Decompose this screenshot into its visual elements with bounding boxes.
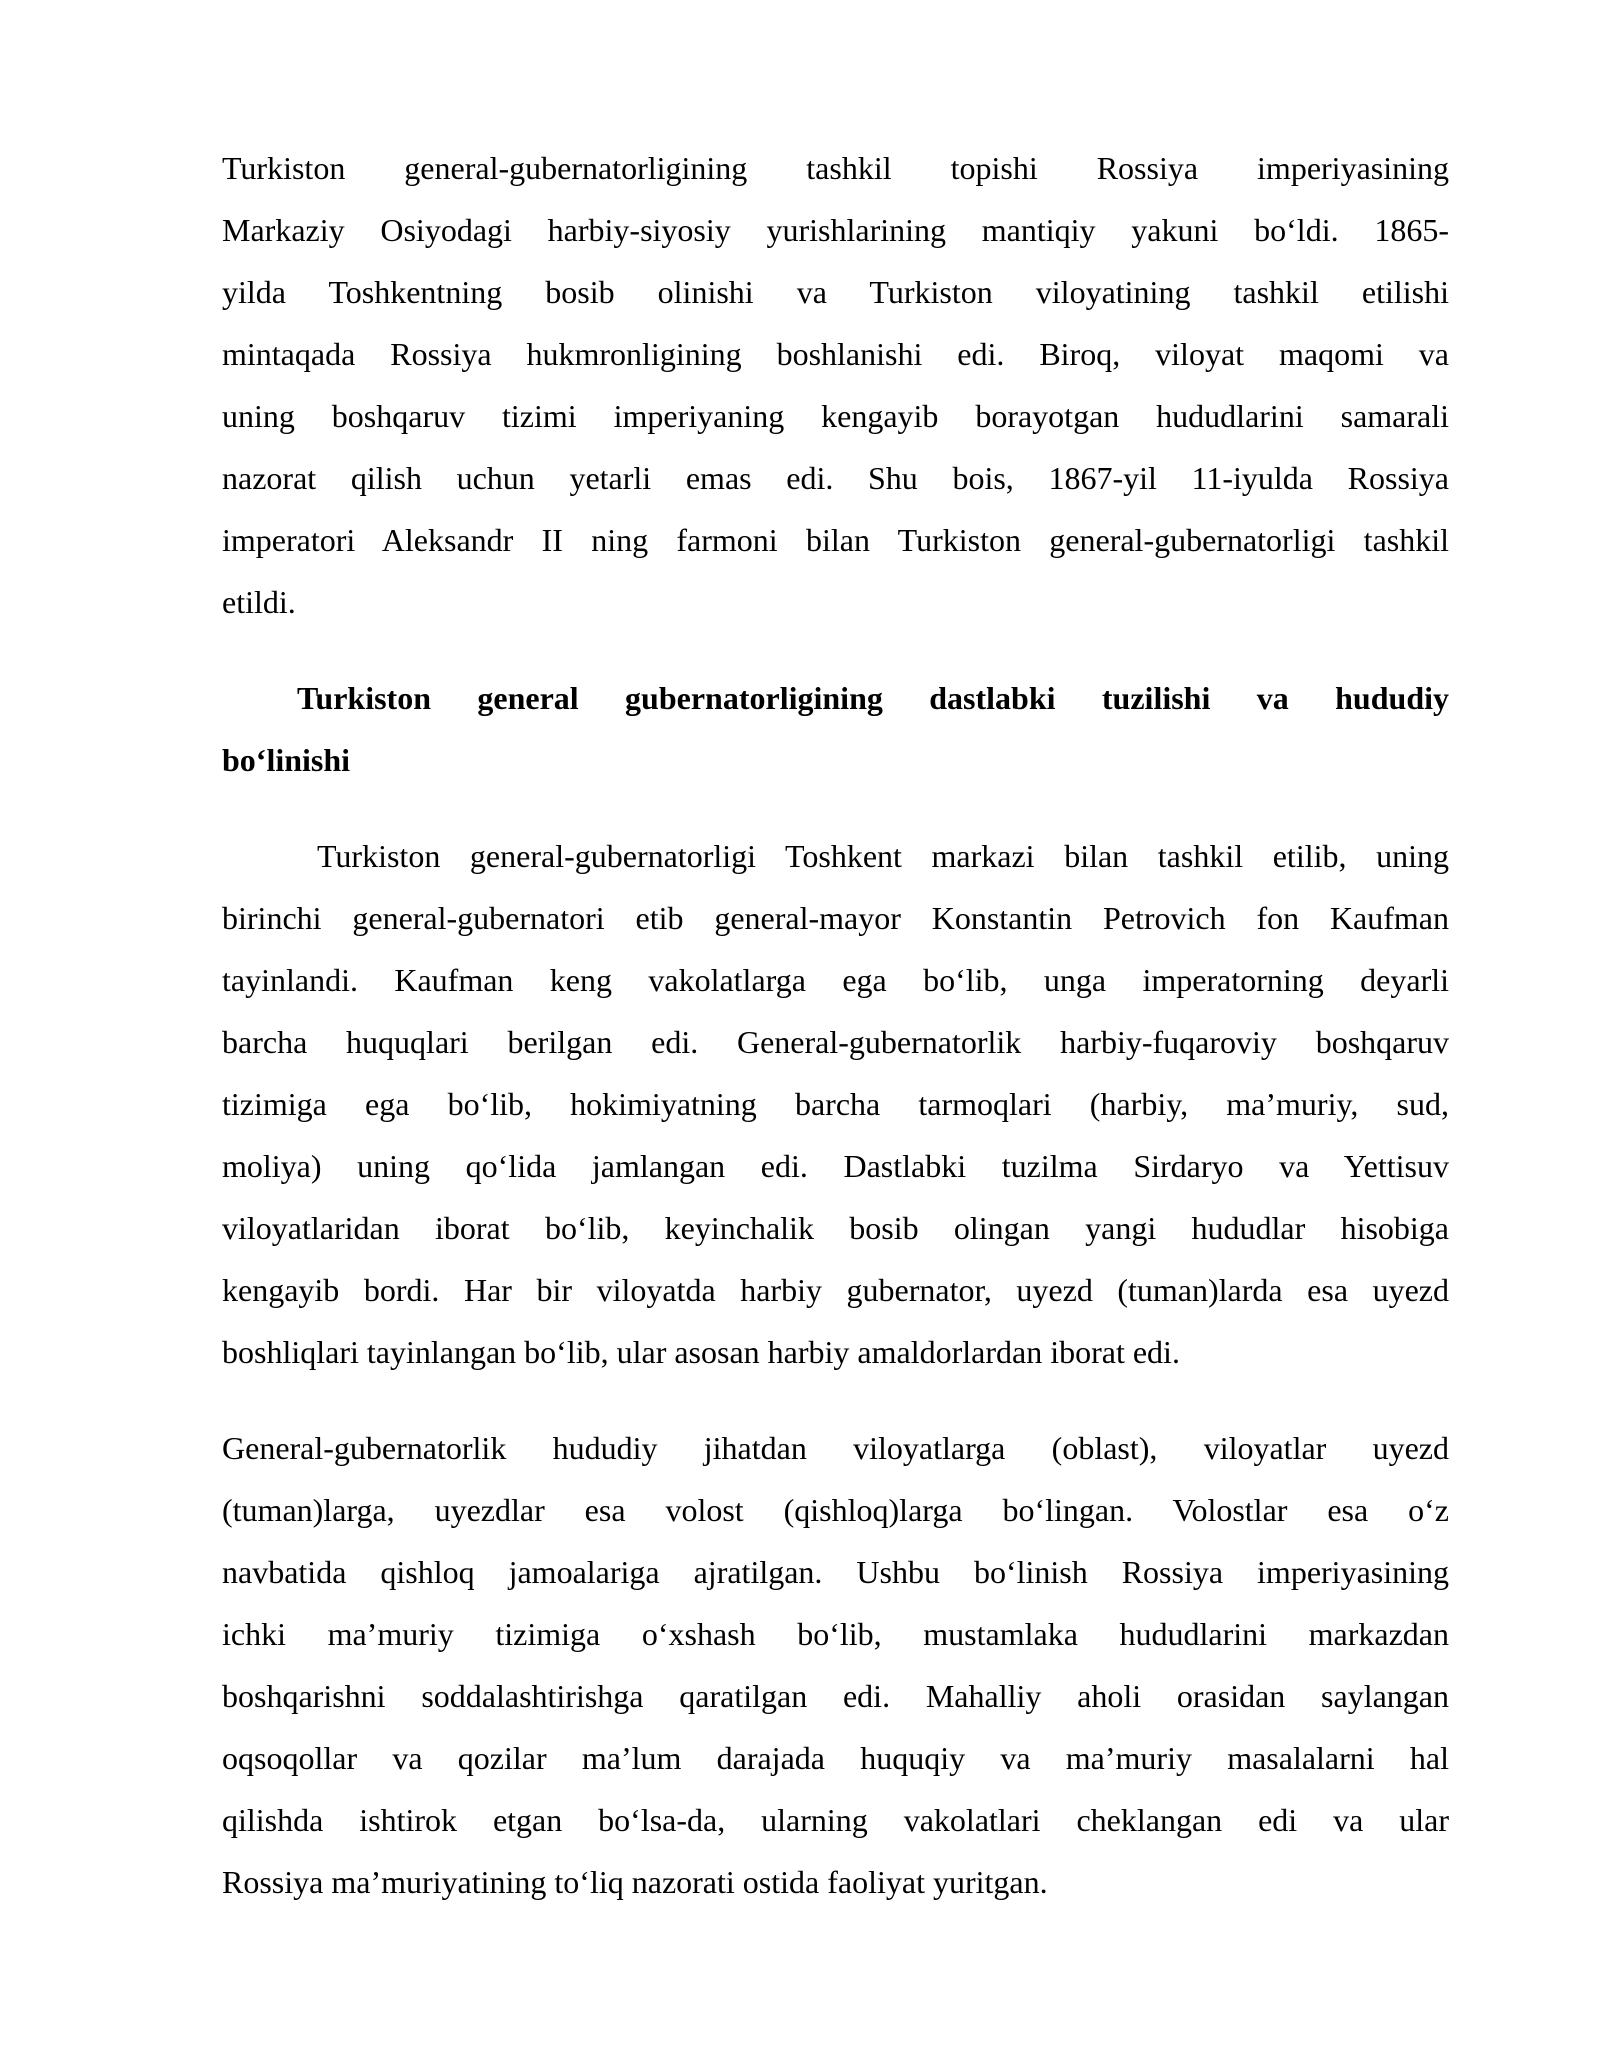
- text-line: barcha huquqlari berilgan edi. General-gubernatorlik harbiy-fuqaroviy boshqaruv: [222, 1024, 1449, 1060]
- text-line: boshqarishni soddalashtirishga qaratilgan edi. Mahalliy aholi orasidan saylangan: [222, 1678, 1449, 1714]
- text-line: (tuman)larga, uyezdlar esa volost (qishloq)larga bo‘lingan. Volostlar esa o‘z: [222, 1492, 1449, 1528]
- text-line: kengayib bordi. Har bir viloyatda harbiy gubernator, uyezd (tuman)larda esa uyezd: [222, 1272, 1449, 1308]
- text-line: boshliqlari tayinlangan bo‘lib, ular asosan harbiy amaldorlardan iborat edi.: [222, 1334, 1180, 1370]
- text-line: navbatida qishloq jamoalariga ajratilgan. Ushbu bo‘linish Rossiya imperiyasining: [222, 1554, 1449, 1590]
- text-line: Turkiston general-gubernatorligi Toshkent markazi bilan tashkil etilib, uning: [317, 838, 1449, 874]
- text-line: viloyatlaridan iborat bo‘lib, keyinchalik bosib olingan yangi hududlar hisobiga: [222, 1210, 1449, 1246]
- text-line: Rossiya ma’muriyatining to‘liq nazorati ostida faoliyat yuritgan.: [222, 1864, 1048, 1900]
- text-line: qilishda ishtirok etgan bo‘lsa-da, ularning vakolatlari cheklangan edi va ular: [222, 1802, 1449, 1838]
- text-line: tizimiga ega bo‘lib, hokimiyatning barcha tarmoqlari (harbiy, ma’muriy, sud,: [222, 1086, 1449, 1122]
- text-line: yilda Toshkentning bosib olinishi va Turkiston viloyatining tashkil etilishi: [222, 274, 1449, 310]
- paragraph: [222, 137, 1449, 633]
- text-line: birinchi general-gubernatori etib general-mayor Konstantin Petrovich fon Kaufman: [222, 900, 1449, 936]
- text-line: uning boshqaruv tizimi imperiyaning kengayib borayotgan hududlarini samarali: [222, 398, 1449, 434]
- text-line: Turkiston general gubernatorligining dastlabki tuzilishi va hududiy: [297, 680, 1449, 716]
- text-line: nazorat qilish uchun yetarli emas edi. Shu bois, 1867-yil 11-iyulda Rossiya: [222, 460, 1449, 496]
- text-line: bo‘linishi: [222, 742, 351, 778]
- text-line: tayinlandi. Kaufman keng vakolatlarga ega bo‘lib, unga imperatorning deyarli: [222, 962, 1449, 998]
- text-line: oqsoqollar va qozilar ma’lum darajada huquqiy va ma’muriy masalalarni hal: [222, 1740, 1449, 1776]
- text-line: Turkiston general-gubernatorligining tashkil topishi Rossiya imperiyasining: [222, 150, 1449, 186]
- paragraph: [222, 825, 1449, 1383]
- text-line: General-gubernatorlik hududiy jihatdan viloyatlarga (oblast), viloyatlar uyezd: [222, 1430, 1449, 1466]
- text-line: Markaziy Osiyodagi harbiy-siyosiy yurishlarining mantiqiy yakuni bo‘ldi. 1865-: [222, 212, 1449, 248]
- paragraph: [222, 1417, 1449, 1913]
- text-line: ichki ma’muriy tizimiga o‘xshash bo‘lib, mustamlaka hududlarini markazdan: [222, 1616, 1449, 1652]
- document-page-content: [222, 137, 1449, 1913]
- text-line: imperatori Aleksandr II ning farmoni bilan Turkiston general-gubernatorligi tashkil: [222, 522, 1449, 558]
- text-line: mintaqada Rossiya hukmronligining boshlanishi edi. Biroq, viloyat maqomi va: [222, 336, 1449, 372]
- text-line: moliya) uning qo‘lida jamlangan edi. Dastlabki tuzilma Sirdaryo va Yettisuv: [222, 1148, 1449, 1184]
- text-line: etildi.: [222, 584, 296, 620]
- section-heading: [222, 667, 1449, 791]
